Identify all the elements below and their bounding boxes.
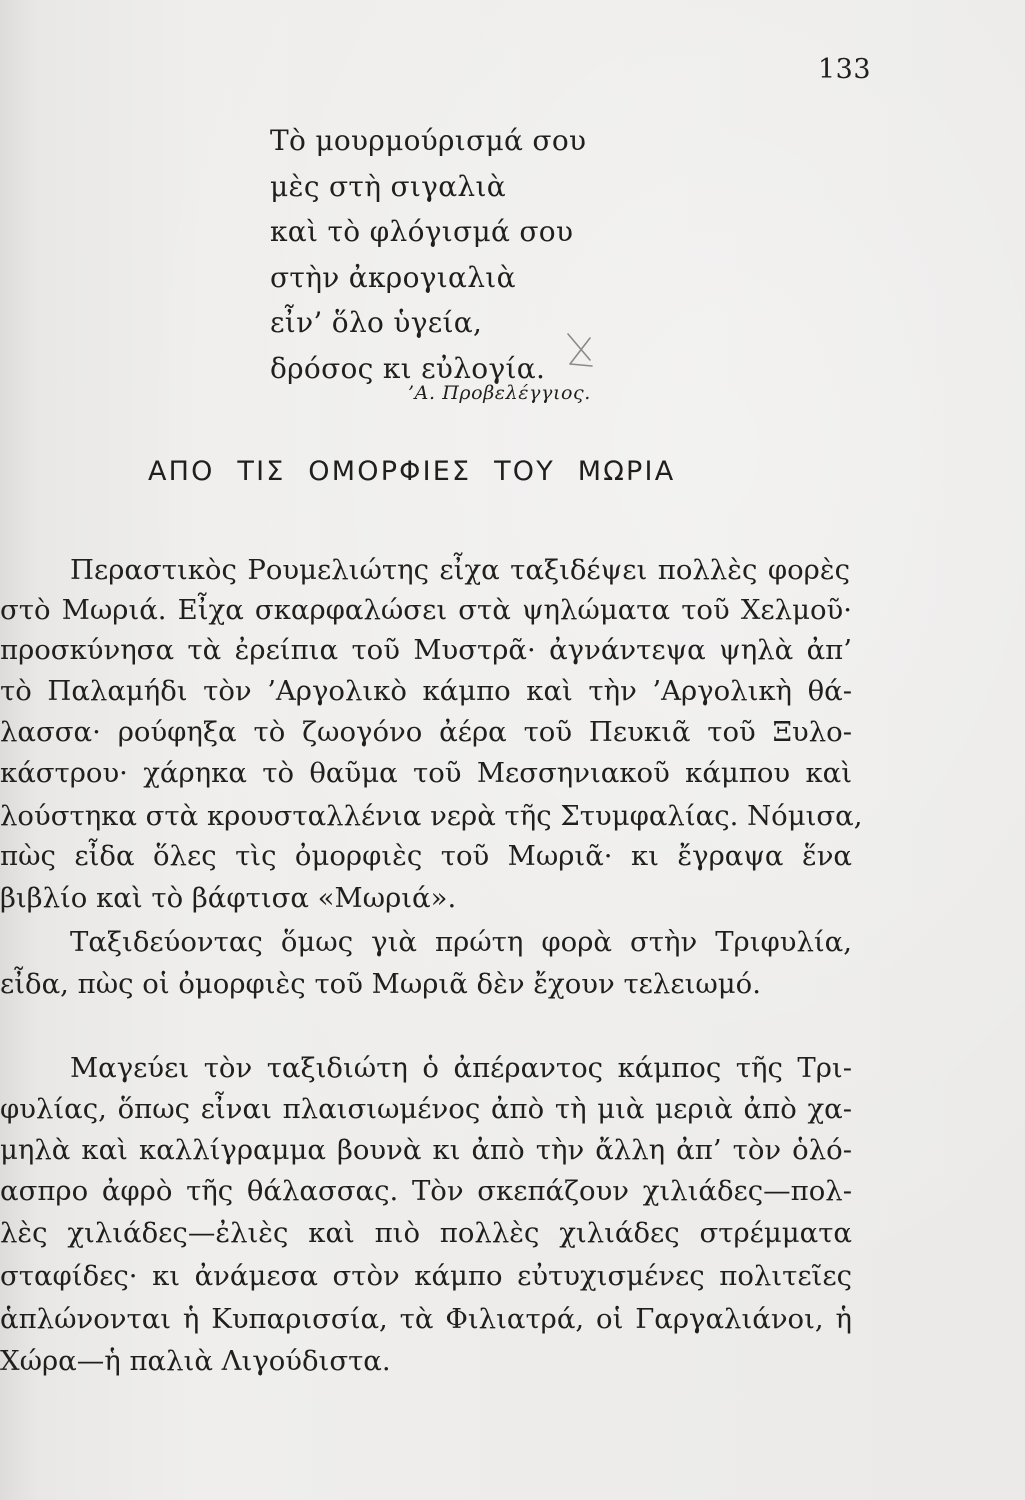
poem-line: μὲς στὴ σιγαλιὰ	[270, 169, 506, 203]
text-line: εἶδα, πὼς οἱ ὀμορφιὲς τοῦ Μωριᾶ δὲν ἔχουν τελειωμό.	[0, 968, 761, 1000]
text-line: προσκύνησα τὰ ἐρείπια τοῦ Μυστρᾶ· ἀγνάντεψα ψηλὰ ἀπ’	[0, 634, 852, 666]
text-line: Ταξιδεύοντας ὅμως γιὰ πρώτη φορὰ στὴν Τριφυλία,	[70, 926, 852, 958]
poem-line: Τὸ μουρμούρισμά σου	[270, 124, 587, 157]
text-line: ἁπλώνονται ἡ Κυπαρισσία, τὰ Φιλιατρά, οἱ Γαργαλιάνοι, ἡ	[0, 1303, 852, 1335]
text-line: λὲς χιλιάδες—ἐλιὲς καὶ πιὸ πολλὲς χιλιάδες στρέμματα	[0, 1217, 852, 1249]
text-line: κάστρου· χάρηκα τὸ θαῦμα τοῦ Μεσσηνιακοῦ κάμπου καὶ	[0, 757, 852, 789]
pencil-cross-mark-icon	[564, 330, 596, 370]
text-line: Χώρα—ἡ παλιὰ Λιγούδιστα.	[0, 1345, 391, 1377]
poem-line: στὴν ἀκρογιαλιὰ	[270, 260, 516, 294]
poem	[270, 118, 586, 391]
poem-line: καὶ τὸ φλόγισμά σου	[270, 215, 574, 248]
text-line: Περαστικὸς Ρουμελιώτης εἶχα ταξιδέψει πολλὲς φορὲς	[70, 554, 850, 586]
poem-attribution: ’Α. Προβελέγγιος.	[408, 382, 591, 404]
text-line: στὸ Μωριά. Εἶχα σκαρφαλώσει στὰ ψηλώματα τοῦ Χελμοῦ·	[0, 594, 852, 626]
page-number: 133	[818, 54, 872, 85]
text-line: ασπρο ἀφρὸ τῆς θάλασσας. Τὸν σκεπάζουν χιλιάδες—πολ-	[0, 1175, 852, 1207]
text-line: φυλίας, ὅπως εἶναι πλαισιωμένος ἀπὸ τὴ μιὰ μεριὰ ἀπὸ χα-	[0, 1093, 852, 1125]
text-line: σταφίδες· κι ἀνάμεσα στὸν κάμπο εὐτυχισμένες πολιτεῖες	[0, 1260, 852, 1292]
text-line: λούστηκα στὰ κρουσταλλένια νερὰ τῆς Στυμφαλίας. Νόμισα,	[0, 800, 863, 832]
text-line: πὼς εἶδα ὅλες τὶς ὀμορφιὲς τοῦ Μωριᾶ· κι ἔγραψα ἕνα	[0, 840, 852, 872]
text-line: βιβλίο καὶ τὸ βάφτισα «Μωριά».	[0, 882, 457, 914]
section-title: ΑΠΟ ΤΙΣ ΟΜΟΡΦΙΕΣ ΤΟΥ ΜΩΡΙΑ	[148, 456, 676, 487]
text-line: Μαγεύει τὸν ταξιδιώτη ὁ ἀπέραντος κάμπος τῆς Τρι-	[70, 1052, 852, 1084]
text-line: μηλὰ καὶ καλλίγραμμα βουνὰ κι ἀπὸ τὴν ἄλλη ἀπ’ τὸν ὁλό-	[0, 1134, 852, 1166]
poem-line: εἶν’ ὅλο ὑγεία,	[270, 306, 483, 339]
text-line: τὸ Παλαμήδι τὸν ’Αργολικὸ κάμπο καὶ τὴν ’Αργολικὴ θά-	[0, 675, 852, 707]
poem-line: δρόσος κι εὐλογία.	[270, 351, 546, 385]
text-line: λασσα· ρούφηξα τὸ ζωογόνο ἀέρα τοῦ Πευκιᾶ τοῦ Ξυλο-	[0, 716, 852, 748]
